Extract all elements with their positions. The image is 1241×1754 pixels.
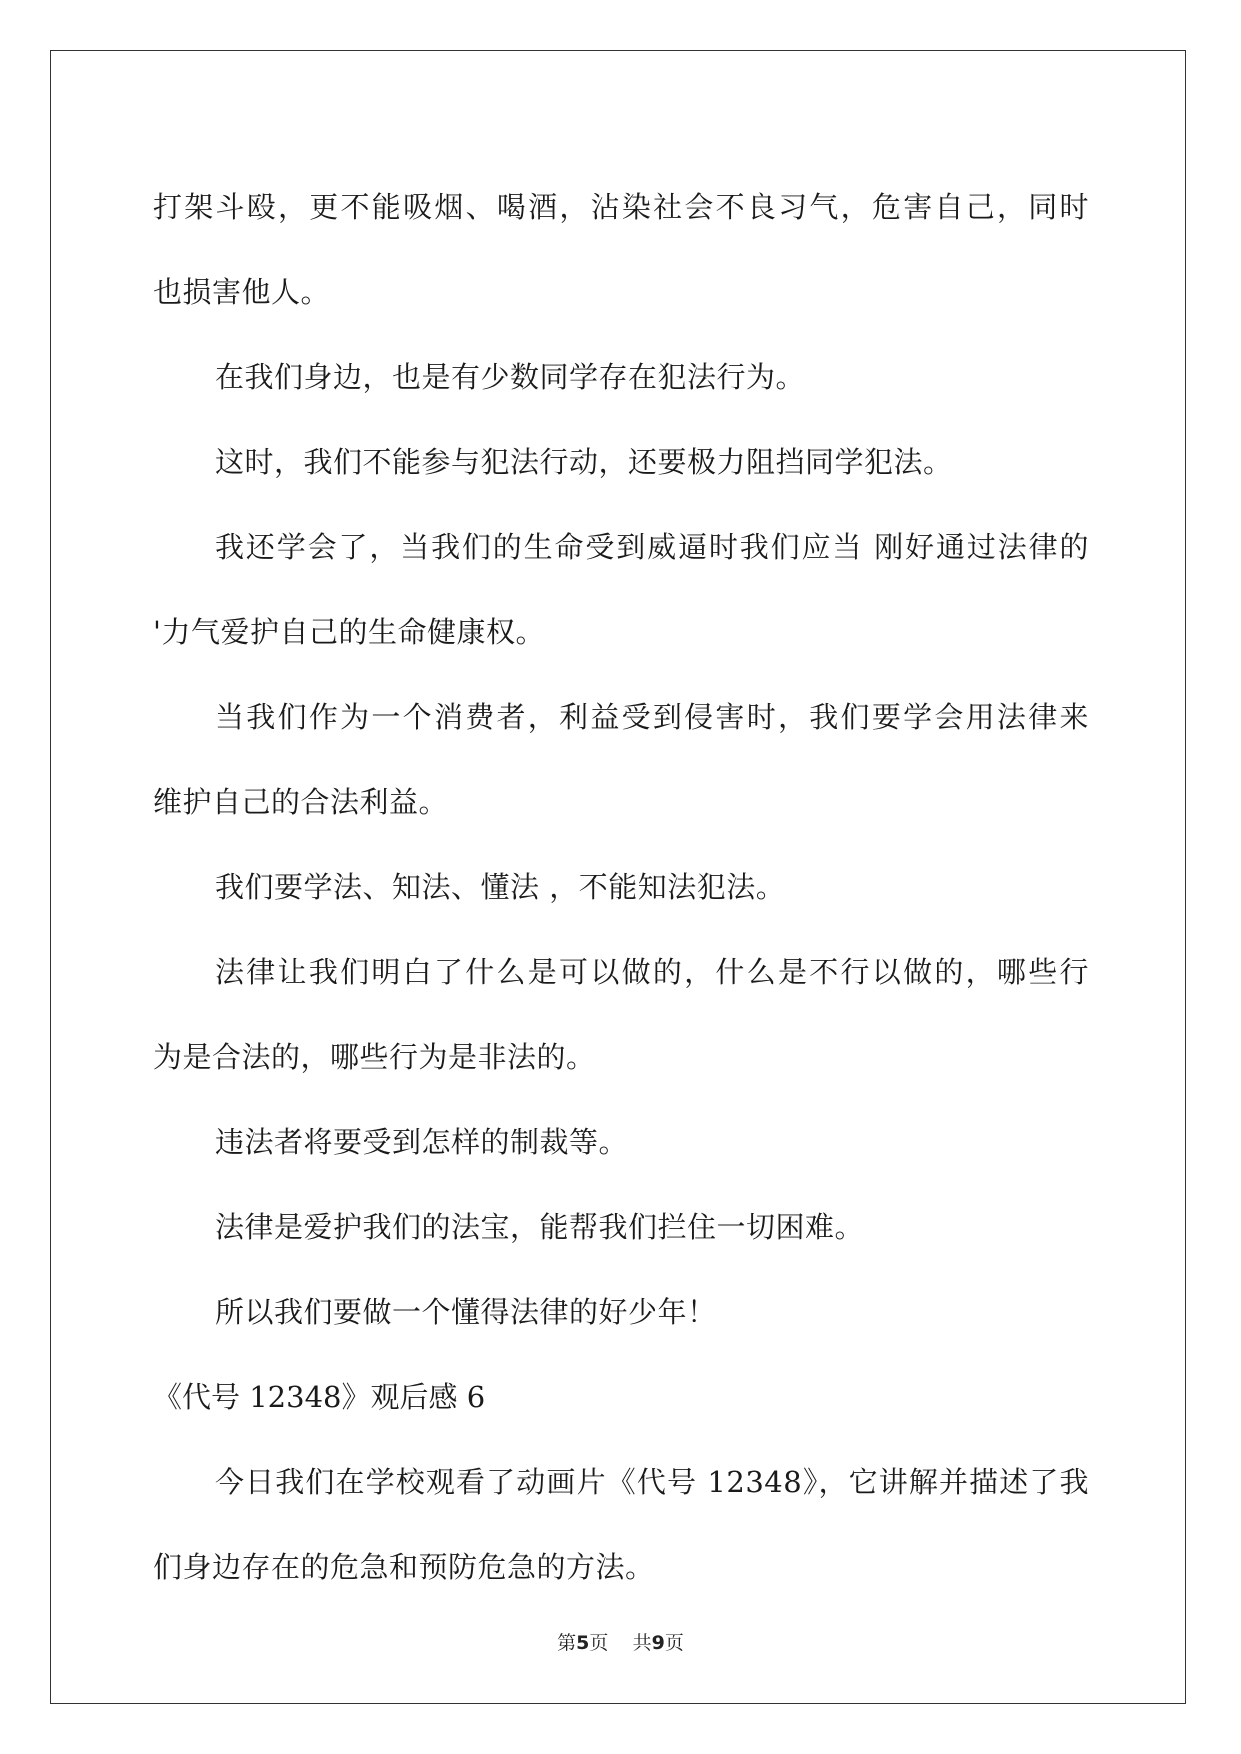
text-line: '力气爱护自己的生命健康权。 [153, 615, 545, 649]
text-line: 这时，我们不能参与犯法行动，还要极力阻挡同学犯法。 [215, 445, 953, 479]
text-line: 们身边存在的危急和预防危急的方法。 [153, 1550, 655, 1584]
text-line: 我还学会了，当我们的生命受到威逼时我们应当 刚好通过法律的 [215, 530, 1089, 564]
footer-middle: 页 共 [589, 1632, 652, 1654]
page-footer [0, 1628, 1241, 1655]
text-line: 打架斗殴，更不能吸烟、喝酒，沾染社会不良习气，危害自己，同时 [153, 190, 1089, 224]
text-line: 违法者将要受到怎样的制裁等。 [215, 1125, 629, 1159]
text-line: 所以我们要做一个懂得法律的好少年！ [215, 1295, 717, 1329]
text-line: 也损害他人。 [153, 275, 331, 309]
document-body [153, 165, 1089, 1610]
current-page-number: 5 [576, 1632, 590, 1654]
footer-prefix: 第 [557, 1632, 577, 1654]
text-line: 法律是爱护我们的法宝，能帮我们拦住一切困难。 [215, 1210, 865, 1244]
text-line: 在我们身边，也是有少数同学存在犯法行为。 [215, 360, 806, 394]
section-heading: 《代号 12348》观后感 6 [153, 1380, 486, 1414]
text-line: 我们要学法、知法、懂法 ，不能知法犯法。 [215, 870, 786, 904]
total-pages-number: 9 [651, 1632, 665, 1654]
text-line: 为是合法的，哪些行为是非法的。 [153, 1040, 596, 1074]
text-line: 法律让我们明白了什么是可以做的，什么是不行以做的，哪些行 [215, 955, 1089, 989]
footer-suffix: 页 [664, 1632, 684, 1654]
text-line: 维护自己的合法利益。 [153, 785, 449, 819]
text-line: 当我们作为一个消费者，利益受到侵害时，我们要学会用法律来 [215, 700, 1089, 734]
text-line: 今日我们在学校观看了动画片《代号 12348》，它讲解并描述了我 [215, 1465, 1089, 1499]
